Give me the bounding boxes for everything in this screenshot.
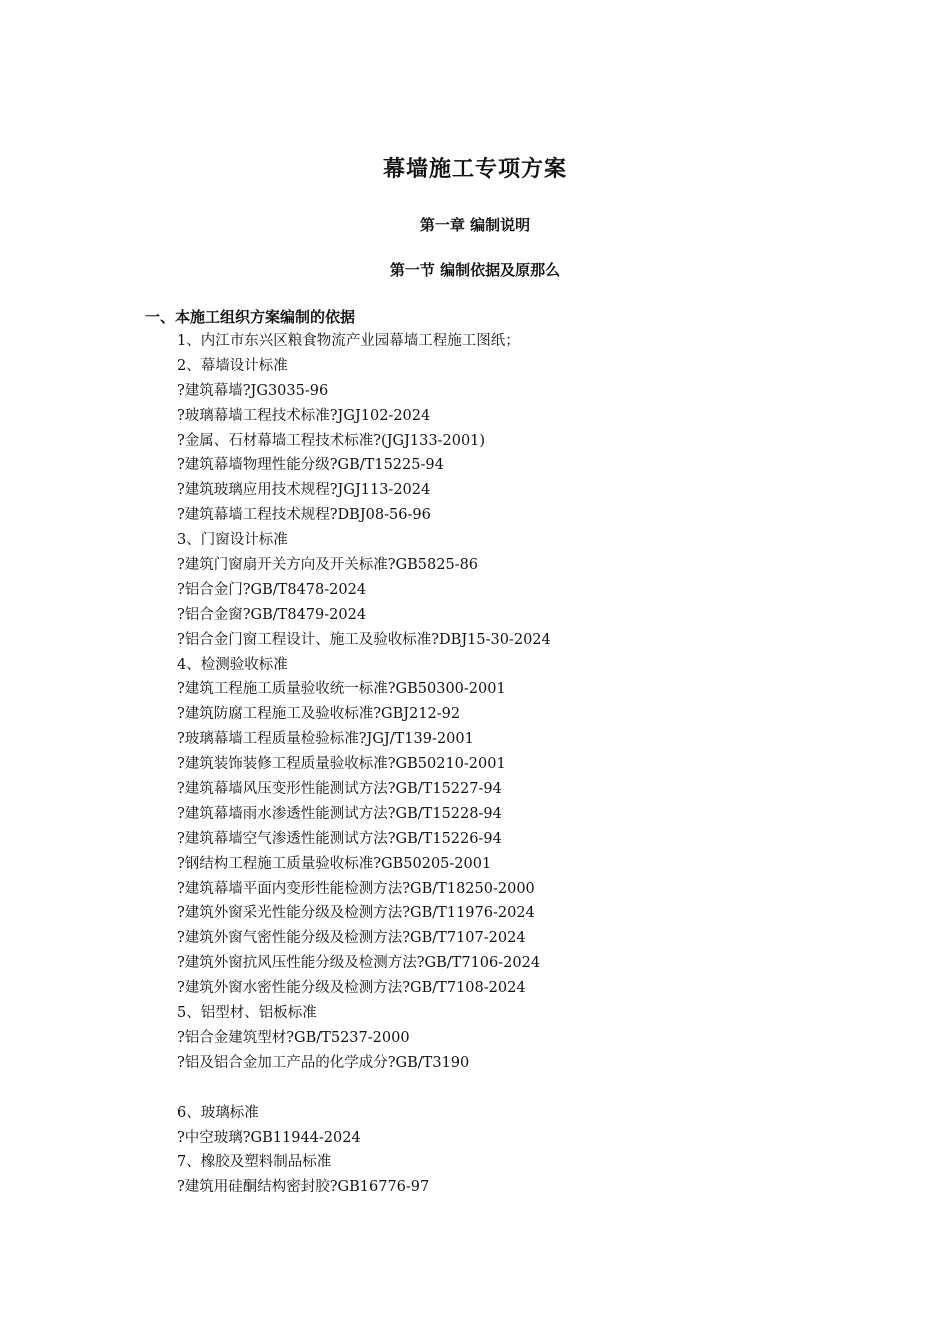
document-title: 幕墙施工专项方案 bbox=[382, 156, 567, 182]
standards-list bbox=[177, 329, 551, 1200]
list-item: ?建筑装饰装修工程质量验收标准?GB50210-2001 bbox=[177, 756, 506, 773]
list-item: 4、检测验收标准 bbox=[177, 656, 288, 673]
list-item: ?铝合金门?GB/T8478-2024 bbox=[177, 581, 367, 598]
list-item: ?铝及铝合金加工产品的化学成分?GB/T3190 bbox=[177, 1054, 470, 1071]
list-item: 6、玻璃标准 bbox=[177, 1104, 259, 1121]
list-item: 3、门窗设计标准 bbox=[177, 532, 288, 549]
list-item: ?铝合金建筑型材?GB/T5237-2000 bbox=[177, 1029, 410, 1046]
list-item: ?铝合金窗?GB/T8479-2024 bbox=[177, 606, 367, 623]
list-item: ?铝合金门窗工程设计、施工及验收标准?DBJ15-30-2024 bbox=[177, 631, 551, 648]
section-heading: 第一节 编制依据及原那么 bbox=[389, 261, 561, 279]
list-item: ?建筑幕墙风压变形性能测试方法?GB/T15227-94 bbox=[177, 781, 502, 798]
list-item: ?建筑幕墙空气渗透性能测试方法?GB/T15226-94 bbox=[177, 830, 502, 847]
list-item: 2、幕墙设计标准 bbox=[177, 357, 288, 374]
list-item: ?建筑外窗水密性能分级及检测方法?GB/T7108-2024 bbox=[177, 980, 526, 997]
list-item: ?建筑幕墙平面内变形性能检测方法?GB/T18250-2000 bbox=[177, 880, 535, 897]
list-item: ?建筑防腐工程施工及验收标准?GBJ212-92 bbox=[177, 706, 461, 723]
list-item: ?建筑外窗气密性能分级及检测方法?GB/T7107-2024 bbox=[177, 930, 526, 947]
list-item: ?建筑用硅酮结构密封胶?GB16776-97 bbox=[177, 1179, 430, 1196]
list-item: 7、橡胶及塑料制品标准 bbox=[177, 1154, 332, 1171]
list-item: ?建筑工程施工质量验收统一标准?GB50300-2001 bbox=[177, 681, 506, 698]
subsection-heading: 一、本施工组织方案编制的依据 bbox=[145, 308, 356, 326]
list-item: ?建筑外窗抗风压性能分级及检测方法?GB/T7106-2024 bbox=[177, 955, 541, 972]
list-item: ?玻璃幕墙工程技术标准?JGJ102-2024 bbox=[177, 407, 431, 424]
list-item: ?建筑幕墙?JG3035-96 bbox=[177, 382, 329, 399]
blank-line bbox=[177, 1076, 551, 1101]
list-item: ?建筑外窗采光性能分级及检测方法?GB/T11976-2024 bbox=[177, 905, 535, 922]
list-item: ?玻璃幕墙工程质量检验标准?JGJ/T139-2001 bbox=[177, 731, 474, 748]
list-item: ?建筑门窗扇开关方向及开关标准?GB5825-86 bbox=[177, 557, 479, 574]
list-item: ?钢结构工程施工质量验收标准?GB50205-2001 bbox=[177, 855, 492, 872]
list-item: ?建筑幕墙雨水渗透性能测试方法?GB/T15228-94 bbox=[177, 805, 502, 822]
list-item: ?金属、石材幕墙工程技术标准?(JGJ133-2001) bbox=[177, 432, 486, 449]
list-item: 5、铝型材、铝板标准 bbox=[177, 1005, 317, 1022]
list-item: ?建筑玻璃应用技术规程?JGJ113-2024 bbox=[177, 482, 431, 499]
chapter-heading: 第一章 编制说明 bbox=[419, 216, 531, 234]
list-item: 1、内江市东兴区粮食物流产业园幕墙工程施工图纸； bbox=[177, 333, 520, 349]
list-item: ?建筑幕墙工程技术规程?DBJ08-56-96 bbox=[177, 507, 431, 524]
list-item: ?建筑幕墙物理性能分级?GB/T15225-94 bbox=[177, 457, 444, 474]
list-item: ?中空玻璃?GB11944-2024 bbox=[177, 1129, 361, 1146]
